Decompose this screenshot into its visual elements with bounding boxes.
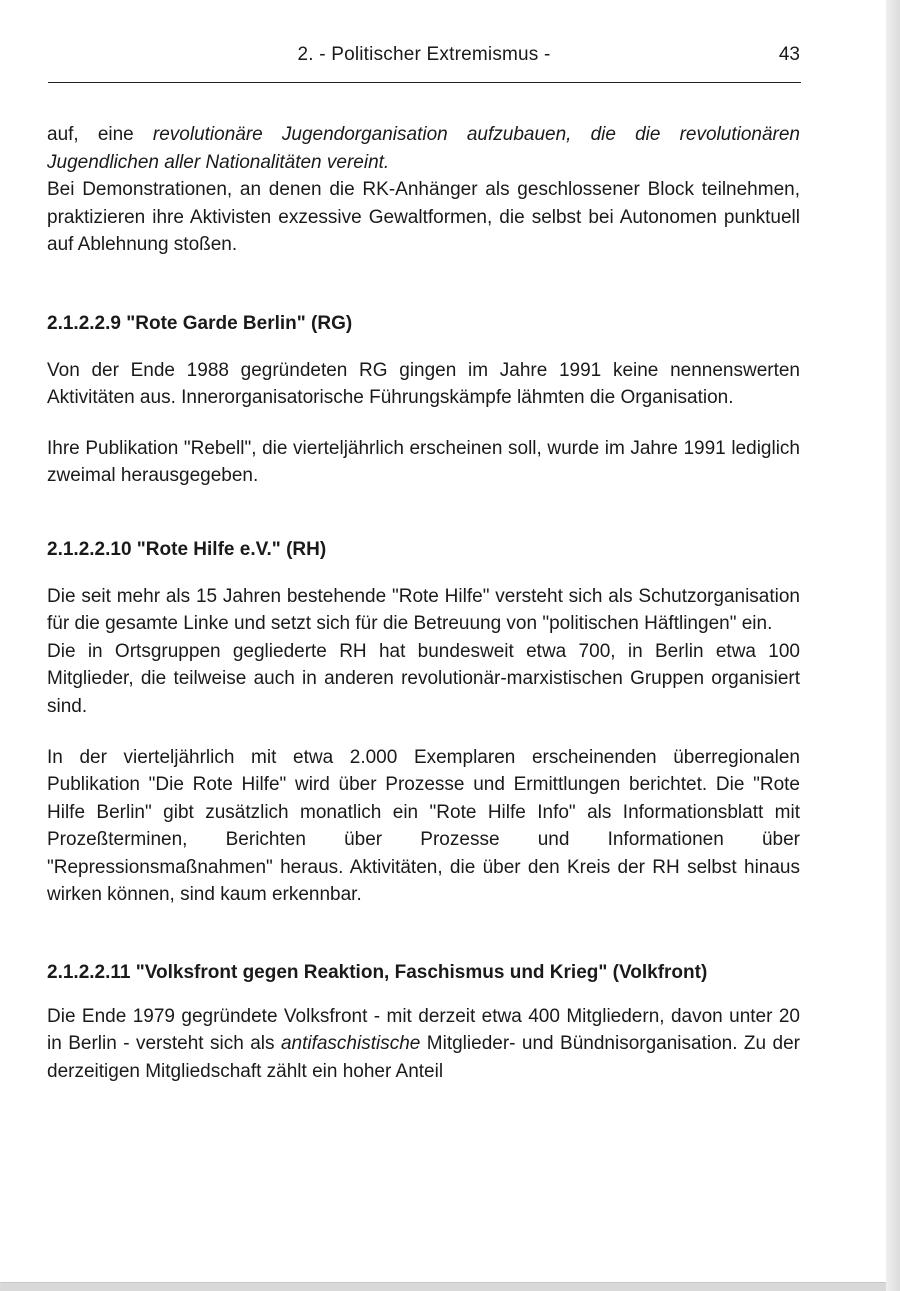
rh-paragraph-2: Die in Ortsgruppen gegliederte RH hat bundesweit etwa 700, in Berlin etwa 100 Mitglieder, die teilweise auch in anderen revolutionär-marxistischen Gruppen organisiert sind. — [47, 640, 800, 717]
rg-paragraph-2: Ihre Publikation "Rebell", die vierteljährlich erscheinen soll, wurde im Jahre 1991 lediglich zweimal herausgegeben. — [47, 437, 800, 487]
section-heading-rg: 2.1.2.2.9 "Rote Garde Berlin" (RG) — [47, 312, 353, 334]
rg-paragraph-1: Von der Ende 1988 gegründeten RG gingen im Jahre 1991 keine nennenswerten Aktivitäten aus. Innerorganisatorische Führungskämpfe lähmten die Organisation. — [47, 359, 800, 409]
intro-prefix: auf, eine — [47, 124, 153, 145]
intro-paragraph — [47, 121, 800, 176]
volksfront-paragraph-1 — [47, 1003, 800, 1086]
scan-edge — [886, 0, 900, 1291]
body-text — [47, 121, 800, 1085]
header-divider — [48, 82, 801, 83]
section-heading-rh: 2.1.2.2.10 "Rote Hilfe e.V." (RH) — [47, 538, 327, 560]
intro-italic-quote: revolutionäre Jugendorganisation aufzubauen, die die revolutionären Jugendlichen aller Nationalitäten vereint. — [47, 124, 800, 173]
volksfront-text-after: Mitglieder- und Bündnisorganisation. Zu der derzeitigen Mitgliedschaft zählt ein hoher Anteil — [47, 1033, 800, 1082]
volksfront-text-before: Die Ende 1979 gegründete Volksfront - mit derzeit etwa 400 Mitgliedern, davon unter 20 in Berlin - versteht sich als — [47, 1005, 800, 1055]
rh-paragraph-1: Die seit mehr als 15 Jahren bestehende "Rote Hilfe" versteht sich als Schutzorganisation für die gesamte Linke und setzt sich für die Betreuung von "politischen Häftlingen" ein. — [47, 585, 800, 635]
running-header — [48, 44, 800, 72]
chapter-title: 2. - Politischer Extremismus - — [297, 44, 551, 65]
volksfront-italic: antifaschistische — [280, 1033, 421, 1055]
intro-paragraph-2: Bei Demonstrationen, an denen die RK-Anhänger als geschlossener Block teilnehmen, praktizieren ihre Aktivisten exzessive Gewaltformen, die selbst bei Autonomen punktuell auf Ablehnung stoßen. — [47, 179, 800, 256]
rh-paragraph-3: In der vierteljährlich mit etwa 2.000 Exemplaren erscheinenden überregionalen Publikation "Die Rote Hilfe" wird über Prozesse und Ermittlungen berichtet. Die "Rote Hilfe Berlin" gibt zusätzlich monatlich ein "Rote Hilfe Info" als Informationsblatt mit Prozeßterminen, Berichten über Prozesse und Informationen über "Repressionsmaßnahmen" heraus. Aktivitäten, die über den Kreis der RH selbst hinaus wirken können, sind kaum erkennbar. — [47, 746, 800, 906]
page-number: 43 — [778, 44, 800, 65]
section-heading-volksfront: 2.1.2.2.11 "Volksfront gegen Reaktion, Faschismus und Krieg" (Volkfront) — [47, 962, 708, 984]
